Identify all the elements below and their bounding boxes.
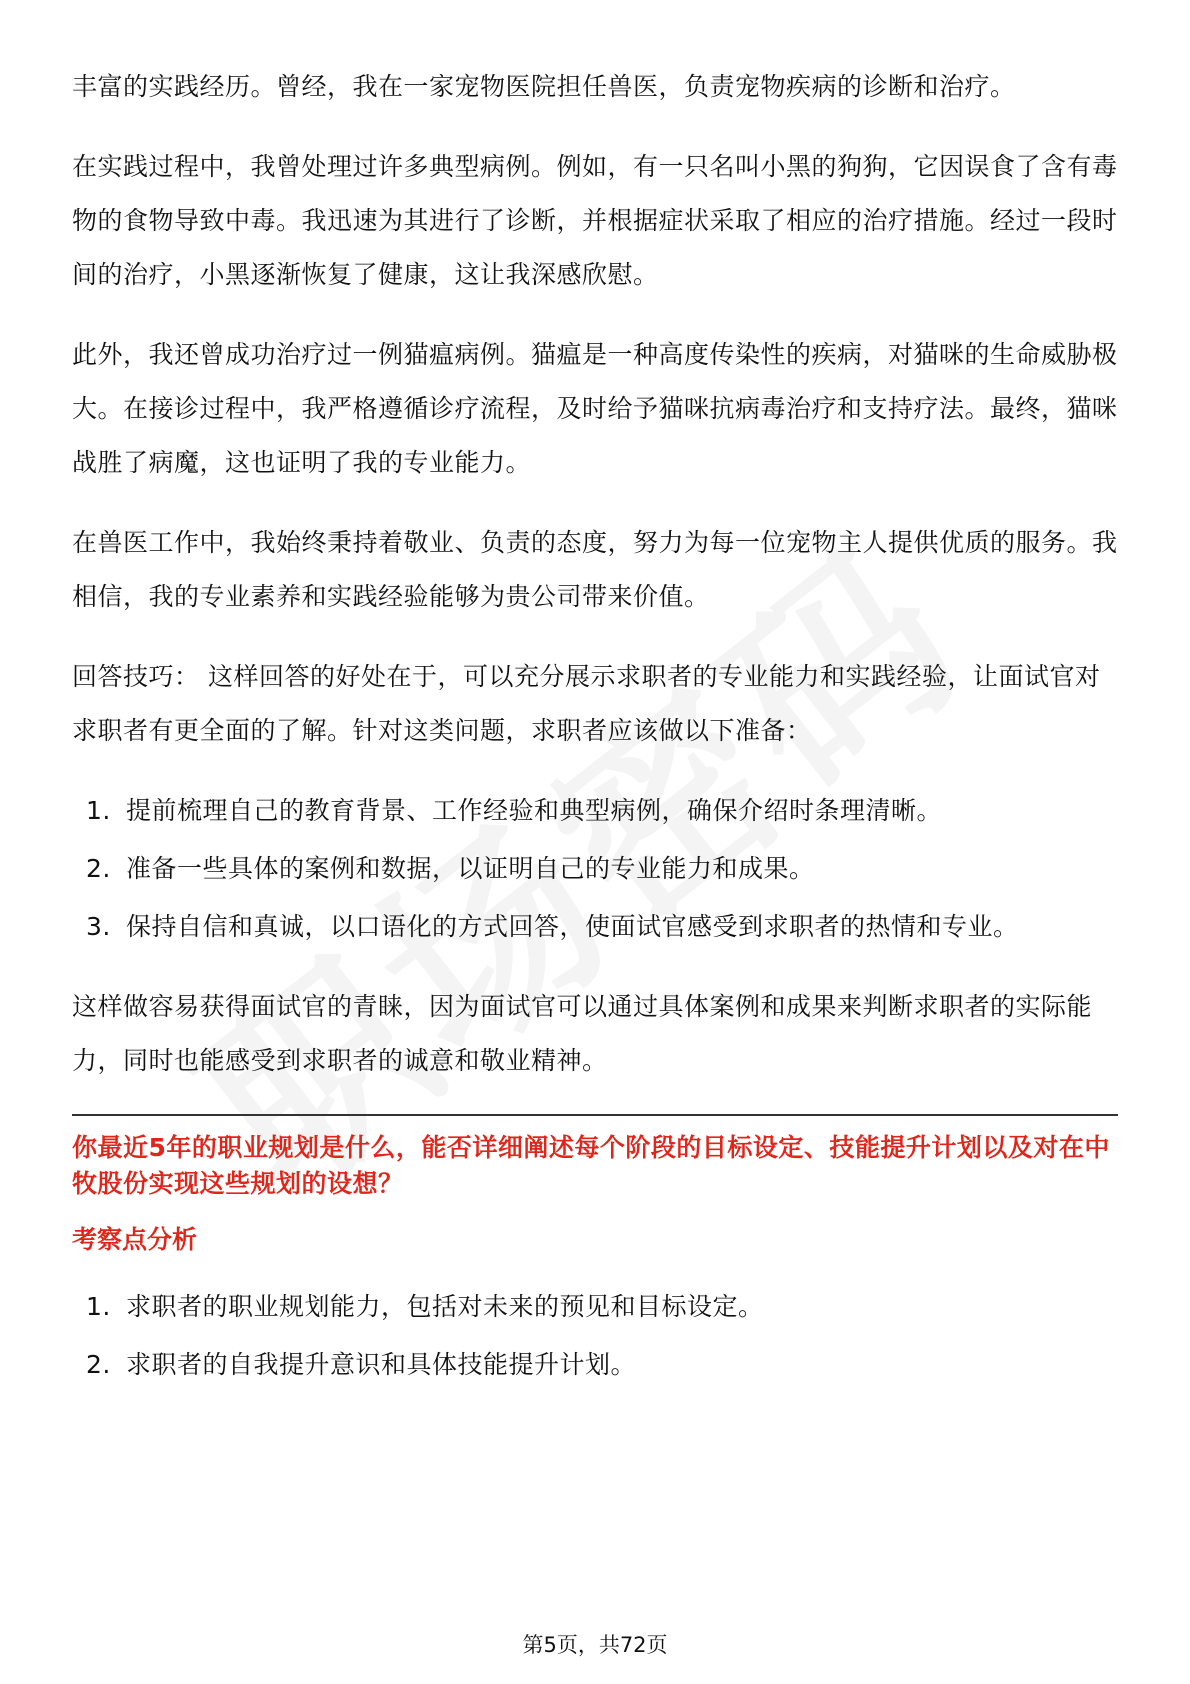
- section-divider: [72, 1114, 1118, 1116]
- list-item: [72, 900, 1118, 954]
- list-item: [72, 1338, 1118, 1392]
- analysis-list: [72, 1280, 1118, 1392]
- interview-question: 你最近5年的职业规划是什么，能否详细阐述每个阶段的目标设定、技能提升计划以及对在中牧股份实现这些规划的设想？: [72, 1133, 1110, 1198]
- paragraph-case-cat: 此外，我还曾成功治疗过一例猫瘟病例。猫瘟是一种高度传染性的疾病，对猫咪的生命威胁极大。在接诊过程中，我严格遵循诊疗流程，及时给予猫咪抗病毒治疗和支持疗法。最终，猫咪战胜了病魔，这也证明了我的专业能力。: [72, 340, 1118, 477]
- list-item-number: 3.: [86, 912, 111, 941]
- list-item-text: 保持自信和真诚，以口语化的方式回答，使面试官感受到求职者的热情和专业。: [126, 912, 1019, 941]
- paragraph-answer-tips: 回答技巧： 这样回答的好处在于，可以充分展示求职者的专业能力和实践经验，让面试官对求职者有更全面的了解。针对这类问题，求职者应该做以下准备：: [72, 662, 1101, 745]
- tips-list: [72, 784, 1118, 954]
- list-item: [72, 784, 1118, 838]
- list-item-text: 提前梳理自己的教育背景、工作经验和典型病例，确保介绍时条理清晰。: [126, 796, 943, 825]
- paragraph-case-dog: 在实践过程中，我曾处理过许多典型病例。例如，有一只名叫小黑的狗狗，它因误食了含有毒物的食物导致中毒。我迅速为其进行了诊断，并根据症状采取了相应的治疗措施。经过一段时间的治疗，小黑逐渐恢复了健康，这让我深感欣慰。: [72, 152, 1118, 289]
- list-item-number: 2.: [86, 1350, 111, 1379]
- analysis-title: 考察点分析: [72, 1225, 198, 1254]
- list-item: [72, 1280, 1118, 1334]
- list-item-text: 求职者的职业规划能力，包括对未来的预见和目标设定。: [126, 1292, 764, 1321]
- list-item: [72, 842, 1118, 896]
- page-content: [72, 60, 1118, 1418]
- paragraph-attitude: 在兽医工作中，我始终秉持着敬业、负责的态度，努力为每一位宠物主人提供优质的服务。我相信，我的专业素养和实践经验能够为贵公司带来价值。: [72, 528, 1118, 611]
- list-item-number: 1.: [86, 1292, 111, 1321]
- list-item-number: 2.: [86, 854, 111, 883]
- paragraph-closing: 这样做容易获得面试官的青睐，因为面试官可以通过具体案例和成果来判断求职者的实际能力，同时也能感受到求职者的诚意和敬业精神。: [72, 992, 1093, 1075]
- list-item-text: 准备一些具体的案例和数据，以证明自己的专业能力和成果。: [126, 854, 815, 883]
- page-number: 第5页，共72页: [522, 1633, 668, 1657]
- list-item-number: 1.: [86, 796, 111, 825]
- list-item-text: 求职者的自我提升意识和具体技能提升计划。: [126, 1350, 637, 1379]
- paragraph-experience: 丰富的实践经历。曾经，我在一家宠物医院担任兽医，负责宠物疾病的诊断和治疗。: [72, 72, 1016, 101]
